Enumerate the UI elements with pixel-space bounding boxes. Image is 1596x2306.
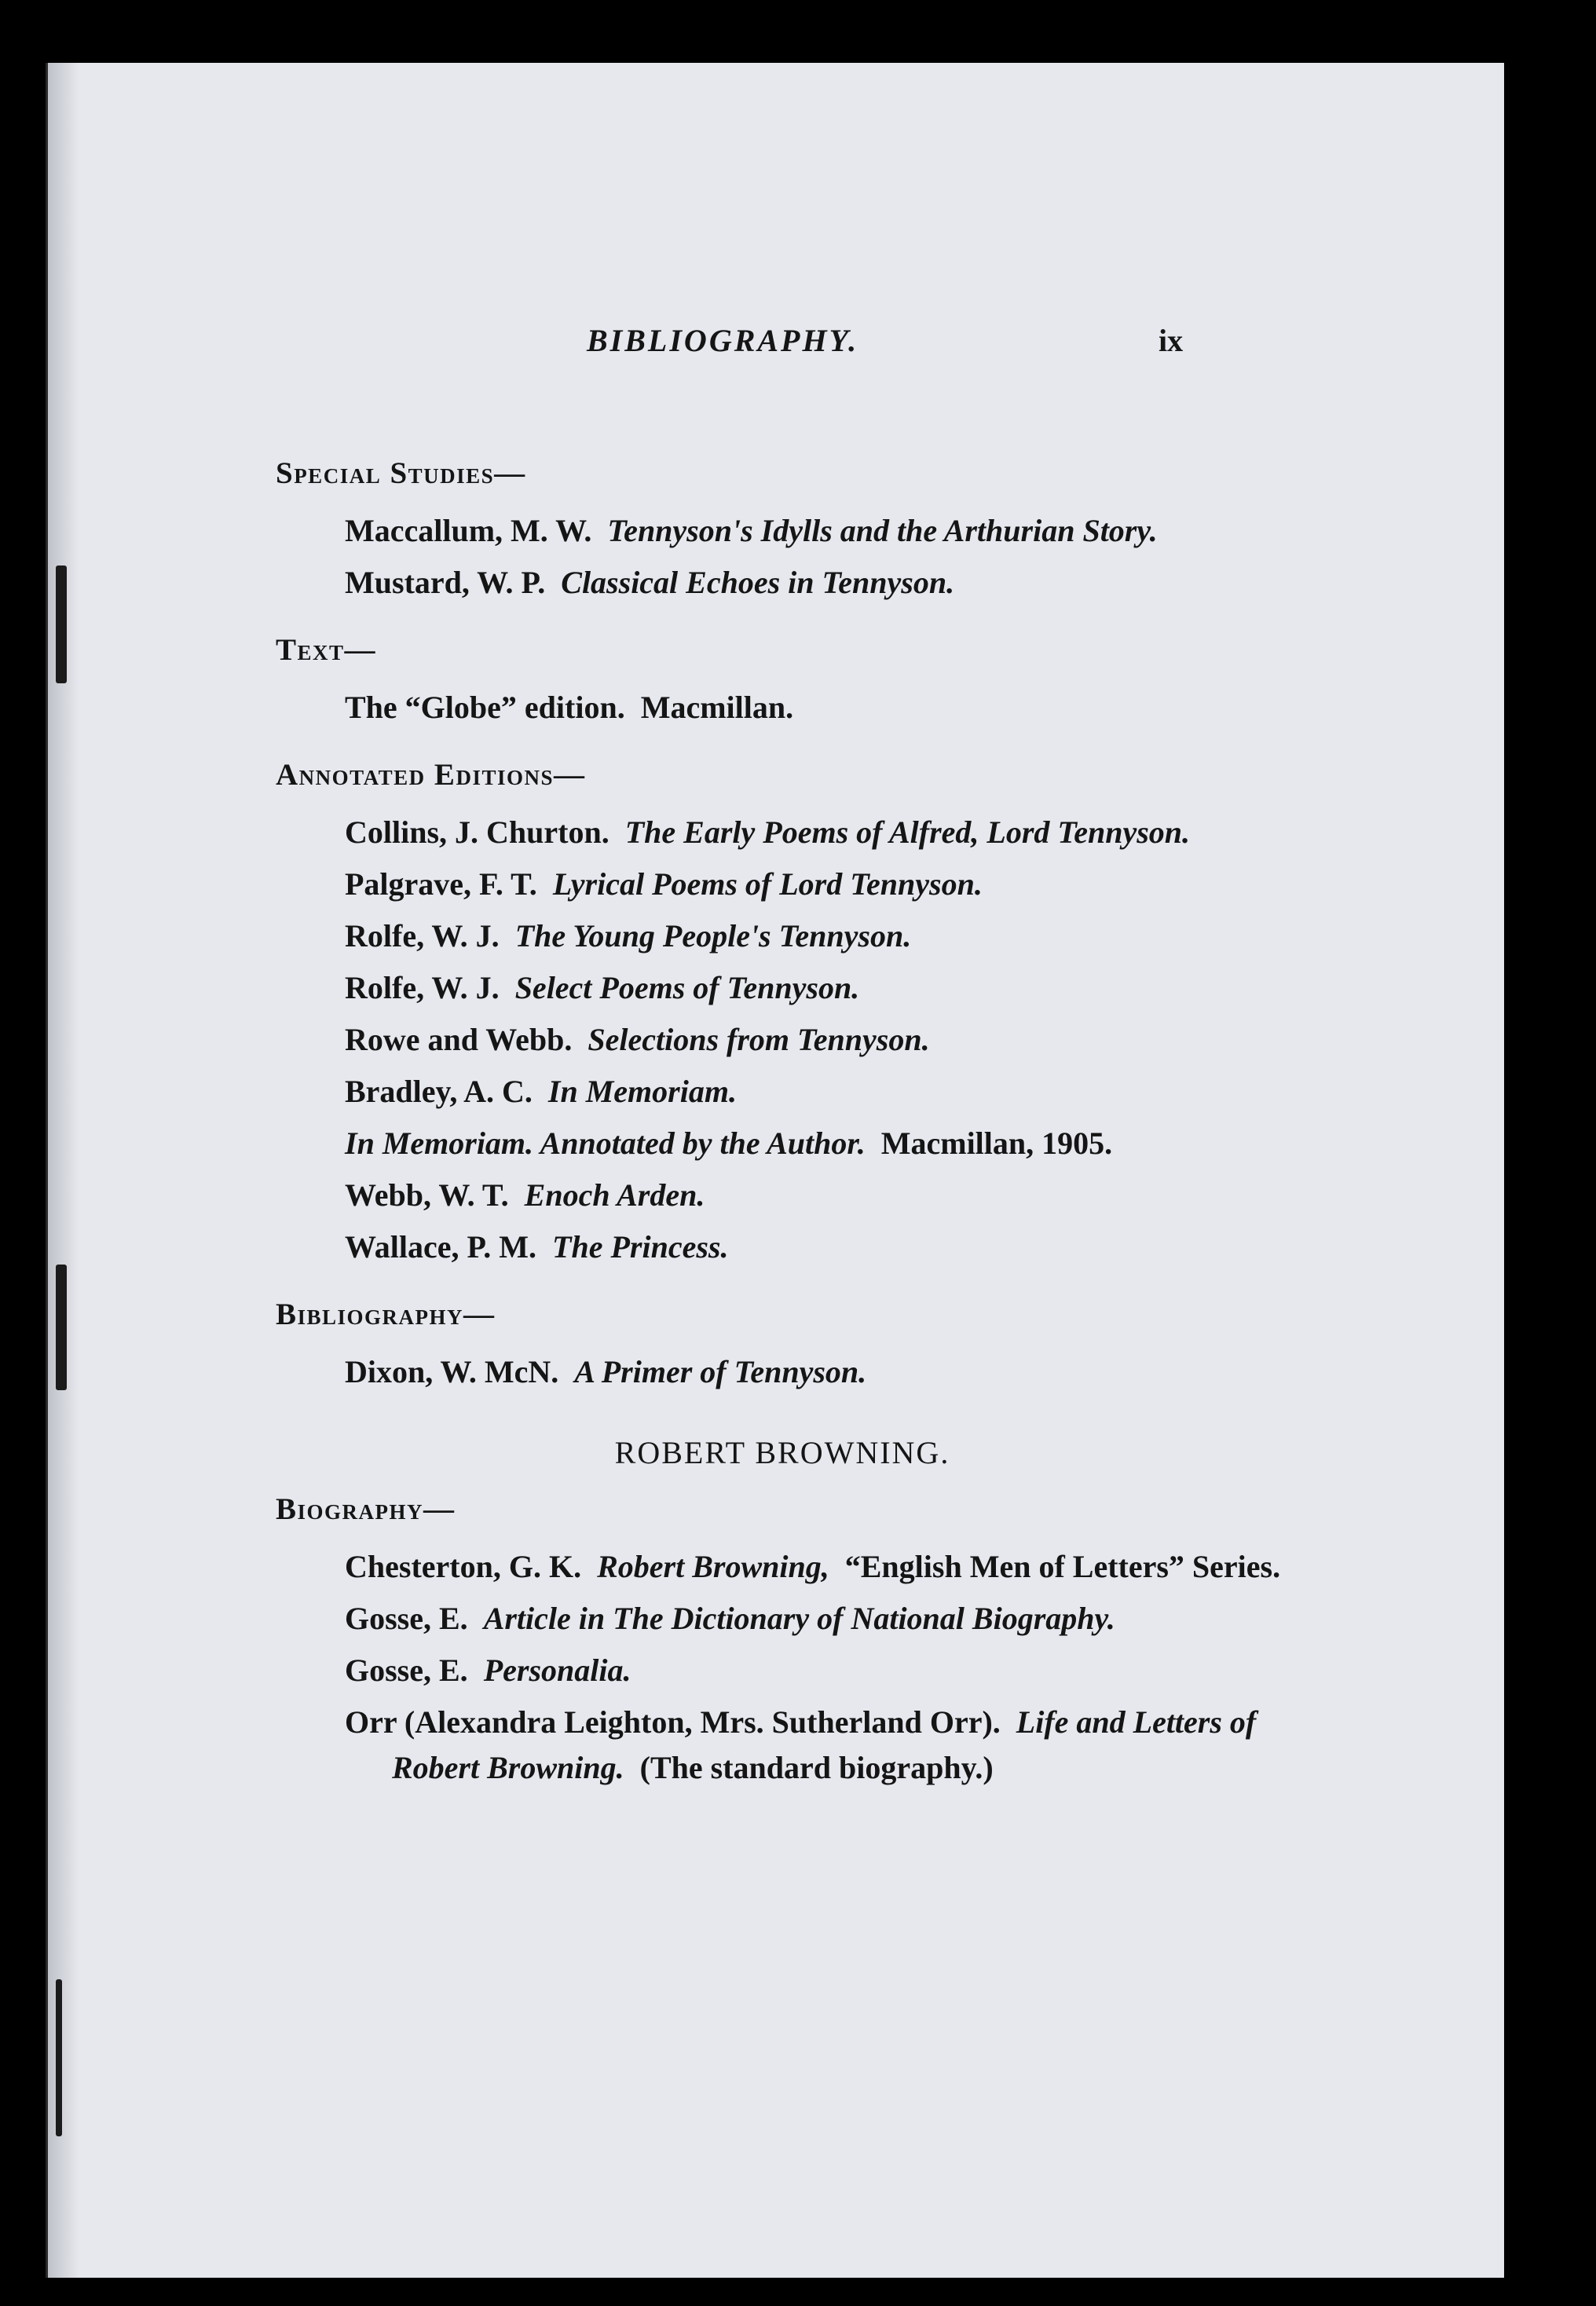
book-page [46, 63, 1504, 2278]
entry-title: Classical Echoes in Tennyson. [561, 565, 955, 600]
entry-title: Select Poems of Tennyson. [514, 970, 860, 1005]
entry-author: Palgrave, F. T. [345, 866, 537, 902]
section-heading: Text— [276, 633, 377, 667]
bibliography-entry [276, 1069, 1289, 1115]
page-number: ix [1159, 323, 1184, 358]
entry-author: Collins, J. Churton. [345, 814, 609, 850]
bibliography-entry [276, 1700, 1289, 1791]
binding-mark [56, 566, 67, 683]
bibliography-section [276, 456, 1289, 606]
entry-publisher: “English Men of Letters” Series. [844, 1549, 1281, 1584]
entry-author: Gosse, E. [345, 1601, 468, 1636]
bibliography-entry [276, 508, 1289, 554]
running-head [48, 322, 1504, 369]
bibliography-entry [276, 560, 1289, 606]
bibliography-entry [276, 862, 1289, 907]
browning-sections [276, 1492, 1289, 1791]
entry-author: The “Globe” edition. [345, 690, 625, 725]
entry-publisher: (The standard biography.) [639, 1750, 994, 1785]
entry-title: A Primer of Tennyson. [574, 1354, 867, 1389]
entry-title: Tennyson's Idylls and the Arthurian Story. [607, 513, 1158, 548]
bibliography-section [276, 1297, 1289, 1395]
entry-author: Rolfe, W. J. [345, 970, 500, 1005]
bibliography-section [276, 757, 1289, 1270]
bibliography-entry [276, 685, 1289, 730]
entry-publisher: Macmillan, 1905. [880, 1126, 1113, 1161]
binding-mark [56, 1979, 62, 2136]
entry-title: Robert Browning, [597, 1549, 829, 1584]
entry-author: Gosse, E. [345, 1653, 468, 1688]
entry-title: In Memoriam. Annotated by the Author. [345, 1126, 866, 1161]
entry-title: The Princess. [552, 1229, 729, 1265]
entry-author: Maccallum, M. W. [345, 513, 592, 548]
entry-title: The Early Poems of Alfred, Lord Tennyson. [624, 814, 1191, 850]
entry-title: Article in The Dictionary of National Biography. [483, 1601, 1115, 1636]
entry-author: Rowe and Webb. [345, 1022, 573, 1057]
entry-author: Dixon, W. McN. [345, 1354, 559, 1389]
bibliography-entry [276, 1648, 1289, 1693]
bibliography-entry [276, 1596, 1289, 1642]
entry-author: Webb, W. T. [345, 1177, 509, 1213]
entry-author: Wallace, P. M. [345, 1229, 537, 1265]
running-head-title: BIBLIOGRAPHY. [587, 323, 859, 358]
entry-title: The Young People's Tennyson. [514, 918, 912, 954]
author-title: ROBERT BROWNING. [614, 1435, 950, 1470]
bibliography-content [276, 456, 1289, 1817]
bibliography-entry [276, 1173, 1289, 1218]
tennyson-sections [276, 456, 1289, 1395]
bibliography-section [276, 632, 1289, 730]
entry-title: Enoch Arden. [524, 1177, 705, 1213]
entry-author: Bradley, A. C. [345, 1074, 533, 1109]
binding-mark [56, 1265, 67, 1390]
section-heading: Special Studies— [276, 456, 526, 490]
bibliography-entry [276, 810, 1289, 855]
bibliography-section [276, 1492, 1289, 1791]
entry-publisher: Macmillan. [640, 690, 794, 725]
entry-author: Rolfe, W. J. [345, 918, 500, 954]
bibliography-entry [276, 1349, 1289, 1395]
page-gutter [48, 63, 79, 2278]
section-heading: Bibliography— [276, 1298, 496, 1331]
bibliography-entry [276, 1224, 1289, 1270]
bibliography-entry [276, 1017, 1289, 1063]
entry-title: Lyrical Poems of Lord Tennyson. [552, 866, 983, 902]
entry-title: Personalia. [483, 1653, 631, 1688]
entry-title: Selections from Tennyson. [588, 1022, 930, 1057]
bibliography-entry [276, 965, 1289, 1011]
bibliography-entry [276, 1121, 1289, 1166]
entry-author: Orr (Alexandra Leighton, Mrs. Sutherland Orr). [345, 1704, 1001, 1740]
entry-title: Life and Letters of Robert Browning. [392, 1704, 1257, 1785]
section-heading: Annotated Editions— [276, 758, 586, 792]
entry-author: Chesterton, G. K. [345, 1549, 582, 1584]
bibliography-entry [276, 913, 1289, 959]
entry-title: In Memoriam. [547, 1074, 737, 1109]
bibliography-entry [276, 1544, 1289, 1590]
entry-author: Mustard, W. P. [345, 565, 546, 600]
section-heading: Biography— [276, 1492, 456, 1526]
